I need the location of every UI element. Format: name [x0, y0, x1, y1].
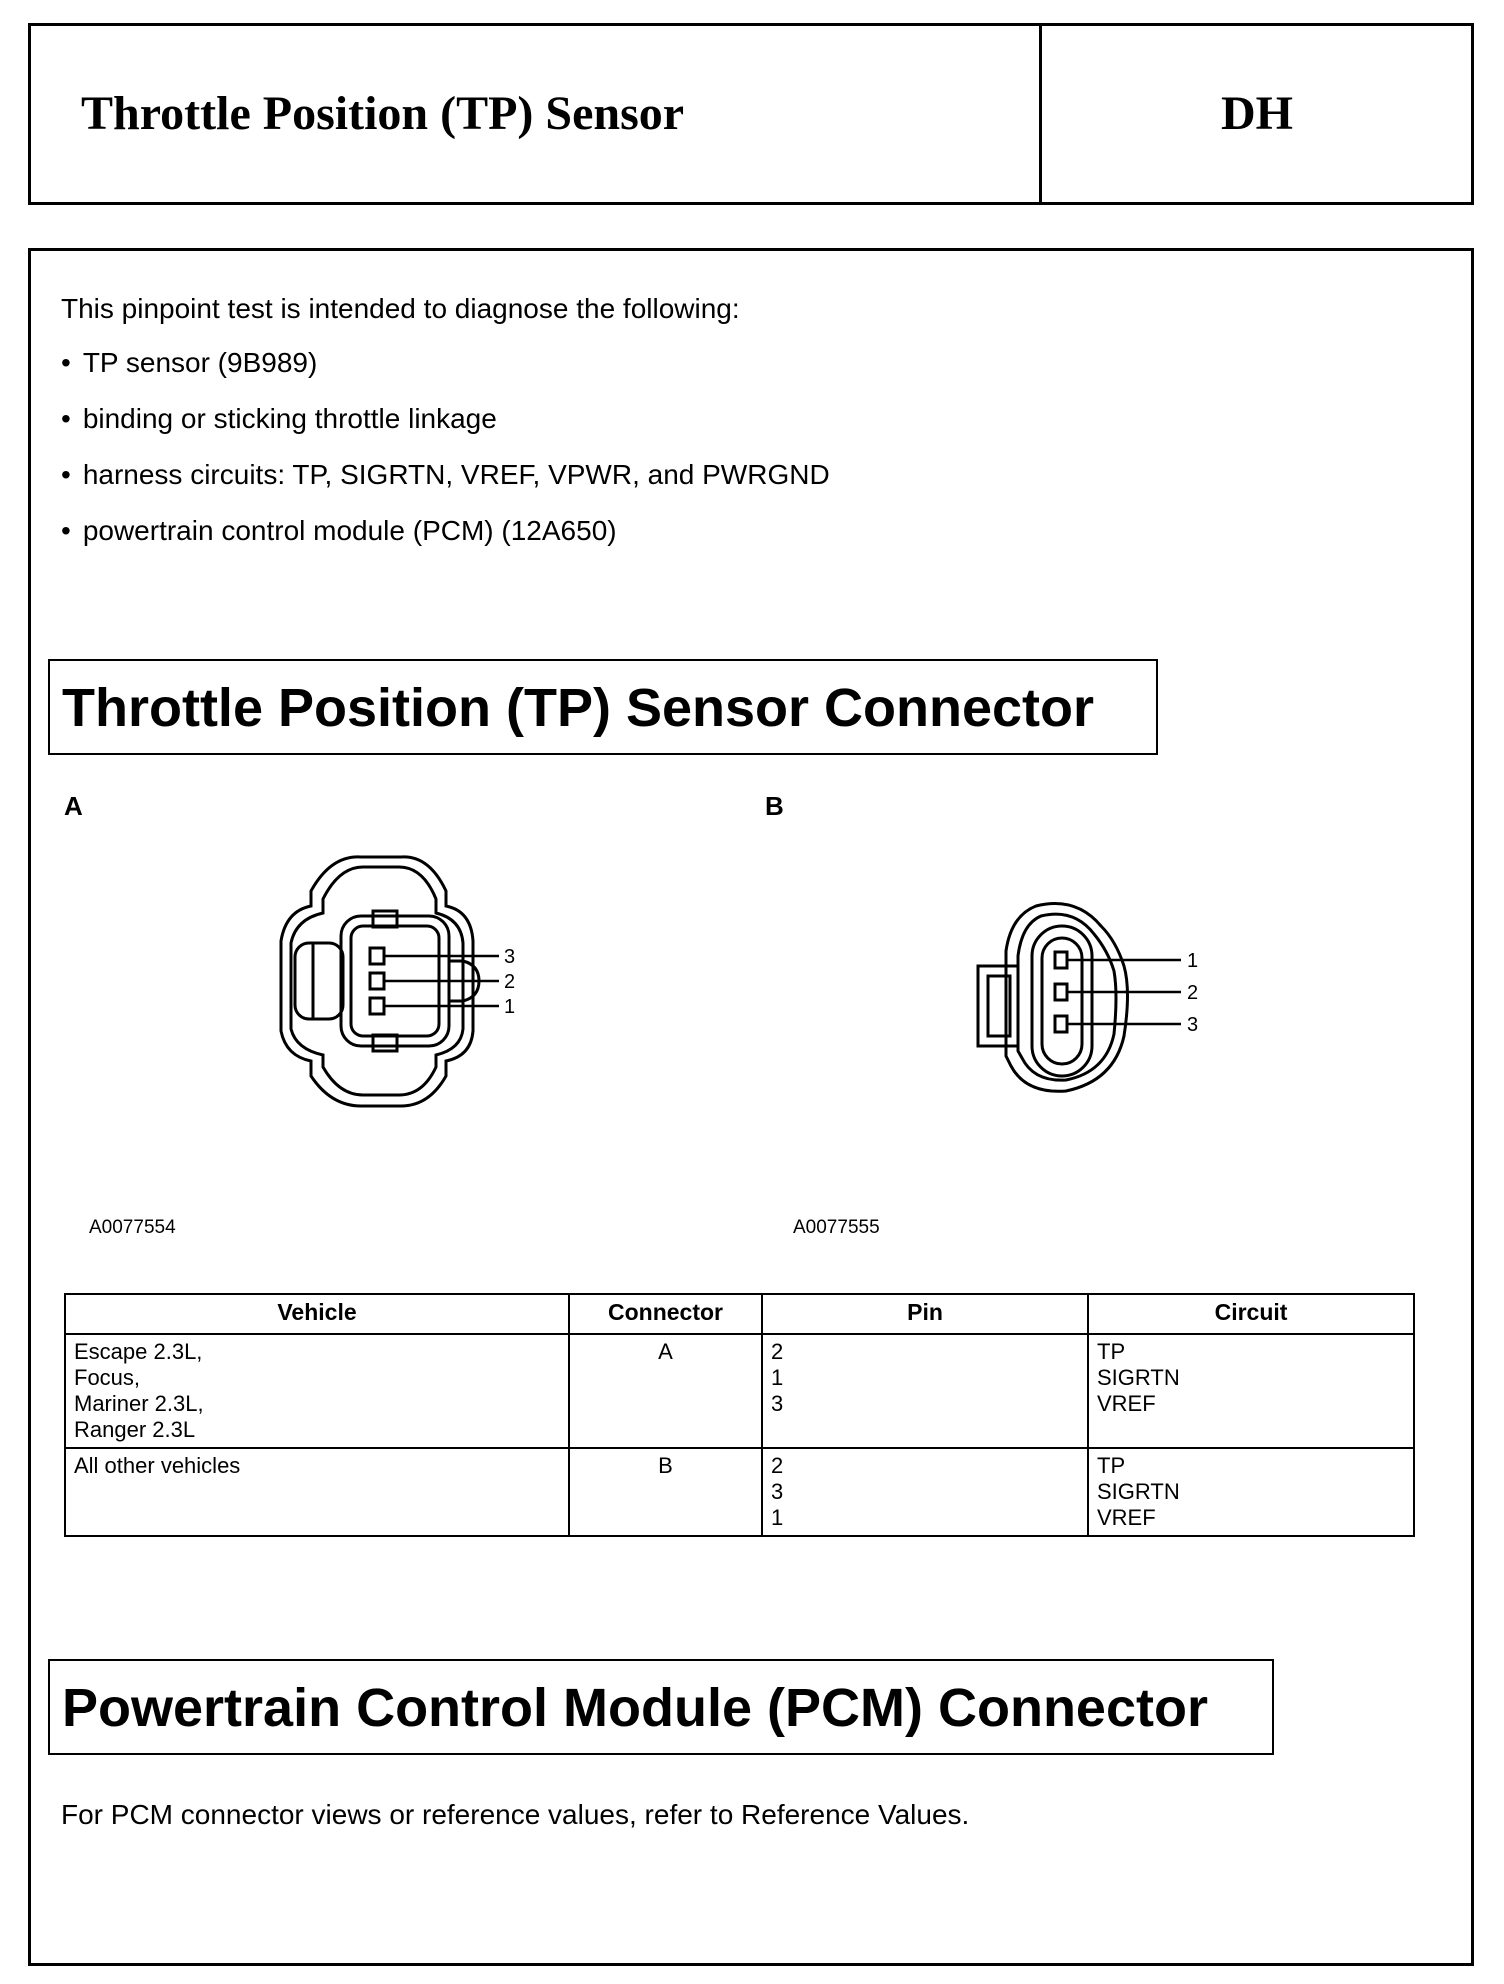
connector-a-pin-label: 1	[504, 996, 516, 1018]
vehicle-line: Mariner 2.3L,	[74, 1391, 204, 1416]
column-header: Vehicle	[65, 1294, 569, 1334]
column-header: Pin	[762, 1294, 1088, 1334]
pin-cell	[762, 1334, 1088, 1448]
connector-cell: A	[569, 1334, 762, 1448]
circuit-line: VREF	[1097, 1391, 1156, 1416]
intro-text: This pinpoint test is intended to diagnose the following:	[61, 293, 740, 324]
page-title: Throttle Position (TP) Sensor	[81, 87, 685, 140]
connector-section-title: Throttle Position (TP) Sensor Connector	[48, 659, 1158, 755]
circuit-line: SIGRTN	[1097, 1479, 1180, 1504]
pcm-note: For PCM connector views or reference values, refer to Reference Values.	[61, 1799, 970, 1830]
page-header	[28, 23, 1474, 205]
connector-b-pin-label: 2	[1187, 982, 1199, 1004]
vehicle-cell	[65, 1334, 569, 1448]
list-item: • binding or sticking throttle linkage	[61, 403, 830, 459]
table-row	[65, 1448, 1414, 1536]
circuit-cell	[1088, 1334, 1414, 1448]
pcm-section-title: Powertrain Control Module (PCM) Connector	[48, 1659, 1274, 1755]
column-header: Circuit	[1088, 1294, 1414, 1334]
connector-a-pin-label: 2	[504, 971, 516, 993]
pin-cell	[762, 1448, 1088, 1536]
page-code: DH	[1221, 87, 1293, 140]
column-header: Connector	[569, 1294, 762, 1334]
vehicle-line: Escape 2.3L,	[74, 1339, 203, 1364]
circuit-line: TP	[1097, 1453, 1126, 1478]
connector-a-pin-label: 3	[504, 946, 516, 968]
pin-line: 3	[771, 1479, 784, 1504]
pin-line: 3	[771, 1391, 784, 1416]
circuit-line: SIGRTN	[1097, 1365, 1180, 1390]
table-row	[65, 1334, 1414, 1448]
figure-a-id: A0077554	[89, 1217, 176, 1238]
figure-b-id: A0077555	[793, 1217, 880, 1238]
connector-cell: B	[569, 1448, 762, 1536]
list-item: • harness circuits: TP, SIGRTN, VREF, VPWR, and PWRGND	[61, 459, 830, 515]
vehicle-line: All other vehicles	[74, 1453, 241, 1478]
pin-line: 1	[771, 1505, 784, 1530]
vehicle-line: Ranger 2.3L	[74, 1417, 196, 1442]
vehicle-line: Focus,	[74, 1365, 141, 1390]
pin-line: 1	[771, 1365, 784, 1390]
connector-b-pin-label: 1	[1187, 950, 1199, 972]
circuit-cell	[1088, 1448, 1414, 1536]
pin-circuit-table	[64, 1293, 1415, 1537]
header-divider	[1039, 26, 1042, 202]
circuit-line: VREF	[1097, 1505, 1156, 1530]
vehicle-cell	[65, 1448, 569, 1536]
circuit-line: TP	[1097, 1339, 1126, 1364]
connector-b-pin-label: 3	[1187, 1014, 1199, 1036]
list-item: • TP sensor (9B989)	[61, 347, 830, 403]
list-item: • powertrain control module (PCM) (12A650)	[61, 515, 830, 571]
main-content	[28, 248, 1474, 1966]
diagnose-list	[61, 347, 830, 571]
pin-line: 2	[771, 1339, 784, 1364]
pin-line: 2	[771, 1453, 784, 1478]
figure-a-label: A	[64, 791, 83, 821]
connector-a-diagram	[241, 851, 541, 1111]
table-header-row	[65, 1294, 1414, 1334]
figure-b-label: B	[765, 791, 784, 821]
connector-b-diagram	[966, 896, 1216, 1106]
